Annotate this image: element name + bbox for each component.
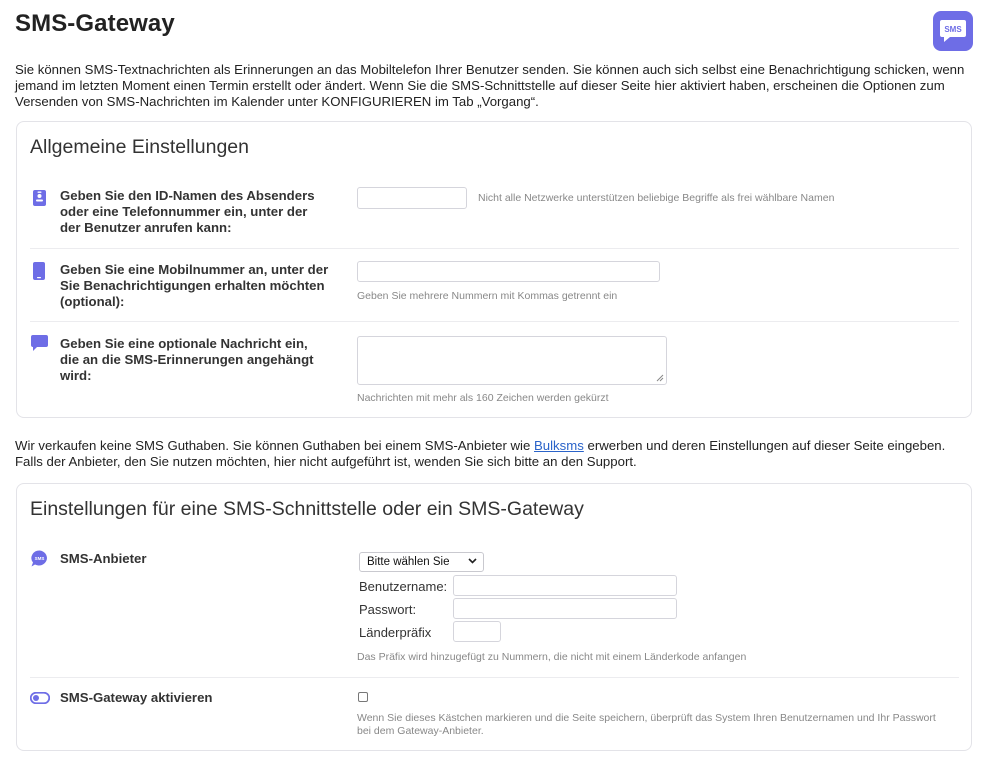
mobile-number-input[interactable]	[357, 261, 660, 282]
resize-handle-icon[interactable]	[656, 374, 664, 382]
optional-message-label: Geben Sie eine optionale Nachricht ein, die an die SMS-Erinnerungen angehängt wird:	[60, 336, 314, 383]
country-prefix-input[interactable]	[453, 621, 501, 642]
intro-text: Sie können SMS-Textnachrichten als Erinnerungen an das Mobiltelefon Ihrer Benutzer senden. Sie können auch sich selbst eine Benachrichtigung schicken, wenn jemand im letzten Moment einen Termin erstellt oder ändert. Wenn Sie die SMS-Schnittstelle auf dieser Seite hier aktiviert haben, erscheinen die Optionen zum Versenden von SMS-Nachrichten im Kalender unter KONFIGURIEREN im Tab „Vorgang“.	[15, 62, 965, 109]
bulksms-link[interactable]: Bulksms	[534, 438, 584, 453]
row-divider	[30, 248, 959, 249]
sms-app-icon	[933, 11, 973, 51]
username-label: Benutzername:	[359, 579, 448, 594]
sms-provider-label: SMS-Anbieter	[60, 551, 147, 566]
sender-id-label: Geben Sie den ID-Namen des Absenders oder eine Telefonnummer ein, unter der der Benutzer anrufen kann:	[60, 188, 315, 235]
mobile-phone-icon	[30, 262, 48, 280]
password-label: Passwort:	[359, 602, 417, 617]
sms-provider-selected: Bitte wählen Sie	[367, 556, 450, 568]
sms-chat-icon	[30, 549, 48, 567]
general-settings-card	[16, 121, 972, 418]
country-prefix-hint: Das Präfix wird hinzugefügt zu Nummern, die nicht mit einem Länderkode anfangen	[357, 651, 747, 663]
row-divider	[30, 677, 959, 678]
row-divider	[30, 321, 959, 322]
page-title: SMS-Gateway	[15, 10, 175, 37]
credits-info-text: Wir verkaufen keine SMS Guthaben. Sie können Guthaben bei einem SMS-Anbieter wie Bulksms erwerben und deren Einstellungen auf dieser Seite eingeben. Falls der Anbieter, den Sie nutzen möchten, hier nicht aufgeführt ist, wenden Sie sich bitte an den Support.	[15, 438, 946, 469]
sender-id-hint: Nicht alle Netzwerke unterstützen beliebige Begriffe als frei wählbare Namen	[478, 192, 835, 204]
sms-provider-select[interactable]	[359, 552, 484, 572]
mobile-number-hint: Geben Sie mehrere Nummern mit Kommas getrennt ein	[357, 290, 618, 302]
mobile-number-label: Geben Sie eine Mobilnummer an, unter der Sie Benachrichtigungen erhalten möchten (optional):	[60, 262, 329, 309]
optional-message-textarea[interactable]	[357, 336, 667, 385]
toggle-icon	[30, 689, 50, 707]
password-input[interactable]	[453, 598, 677, 619]
app-icon-label: SMS	[944, 25, 962, 34]
chevron-down-icon	[468, 556, 477, 565]
message-bubble-icon	[30, 334, 48, 352]
activate-gateway-label: SMS-Gateway aktivieren	[60, 690, 213, 705]
activate-gateway-hint: Wenn Sie dieses Kästchen markieren und die Seite speichern, überprüft das System Ihren Benutzernamen und Ihr Passwort bei dem Gateway-Anbieter.	[357, 712, 936, 737]
gateway-settings-title: Einstellungen für eine SMS-Schnittstelle oder ein SMS-Gateway	[30, 498, 584, 520]
svg-text:SMS: SMS	[34, 555, 44, 561]
general-settings-title: Allgemeine Einstellungen	[30, 136, 249, 158]
username-input[interactable]	[453, 575, 677, 596]
activate-gateway-checkbox[interactable]	[358, 692, 368, 702]
country-prefix-label: Länderpräfix	[359, 625, 432, 640]
sender-id-input[interactable]	[357, 187, 467, 209]
gateway-settings-card	[16, 483, 972, 751]
id-card-icon	[30, 189, 48, 207]
optional-message-hint: Nachrichten mit mehr als 160 Zeichen werden gekürzt	[357, 392, 609, 404]
